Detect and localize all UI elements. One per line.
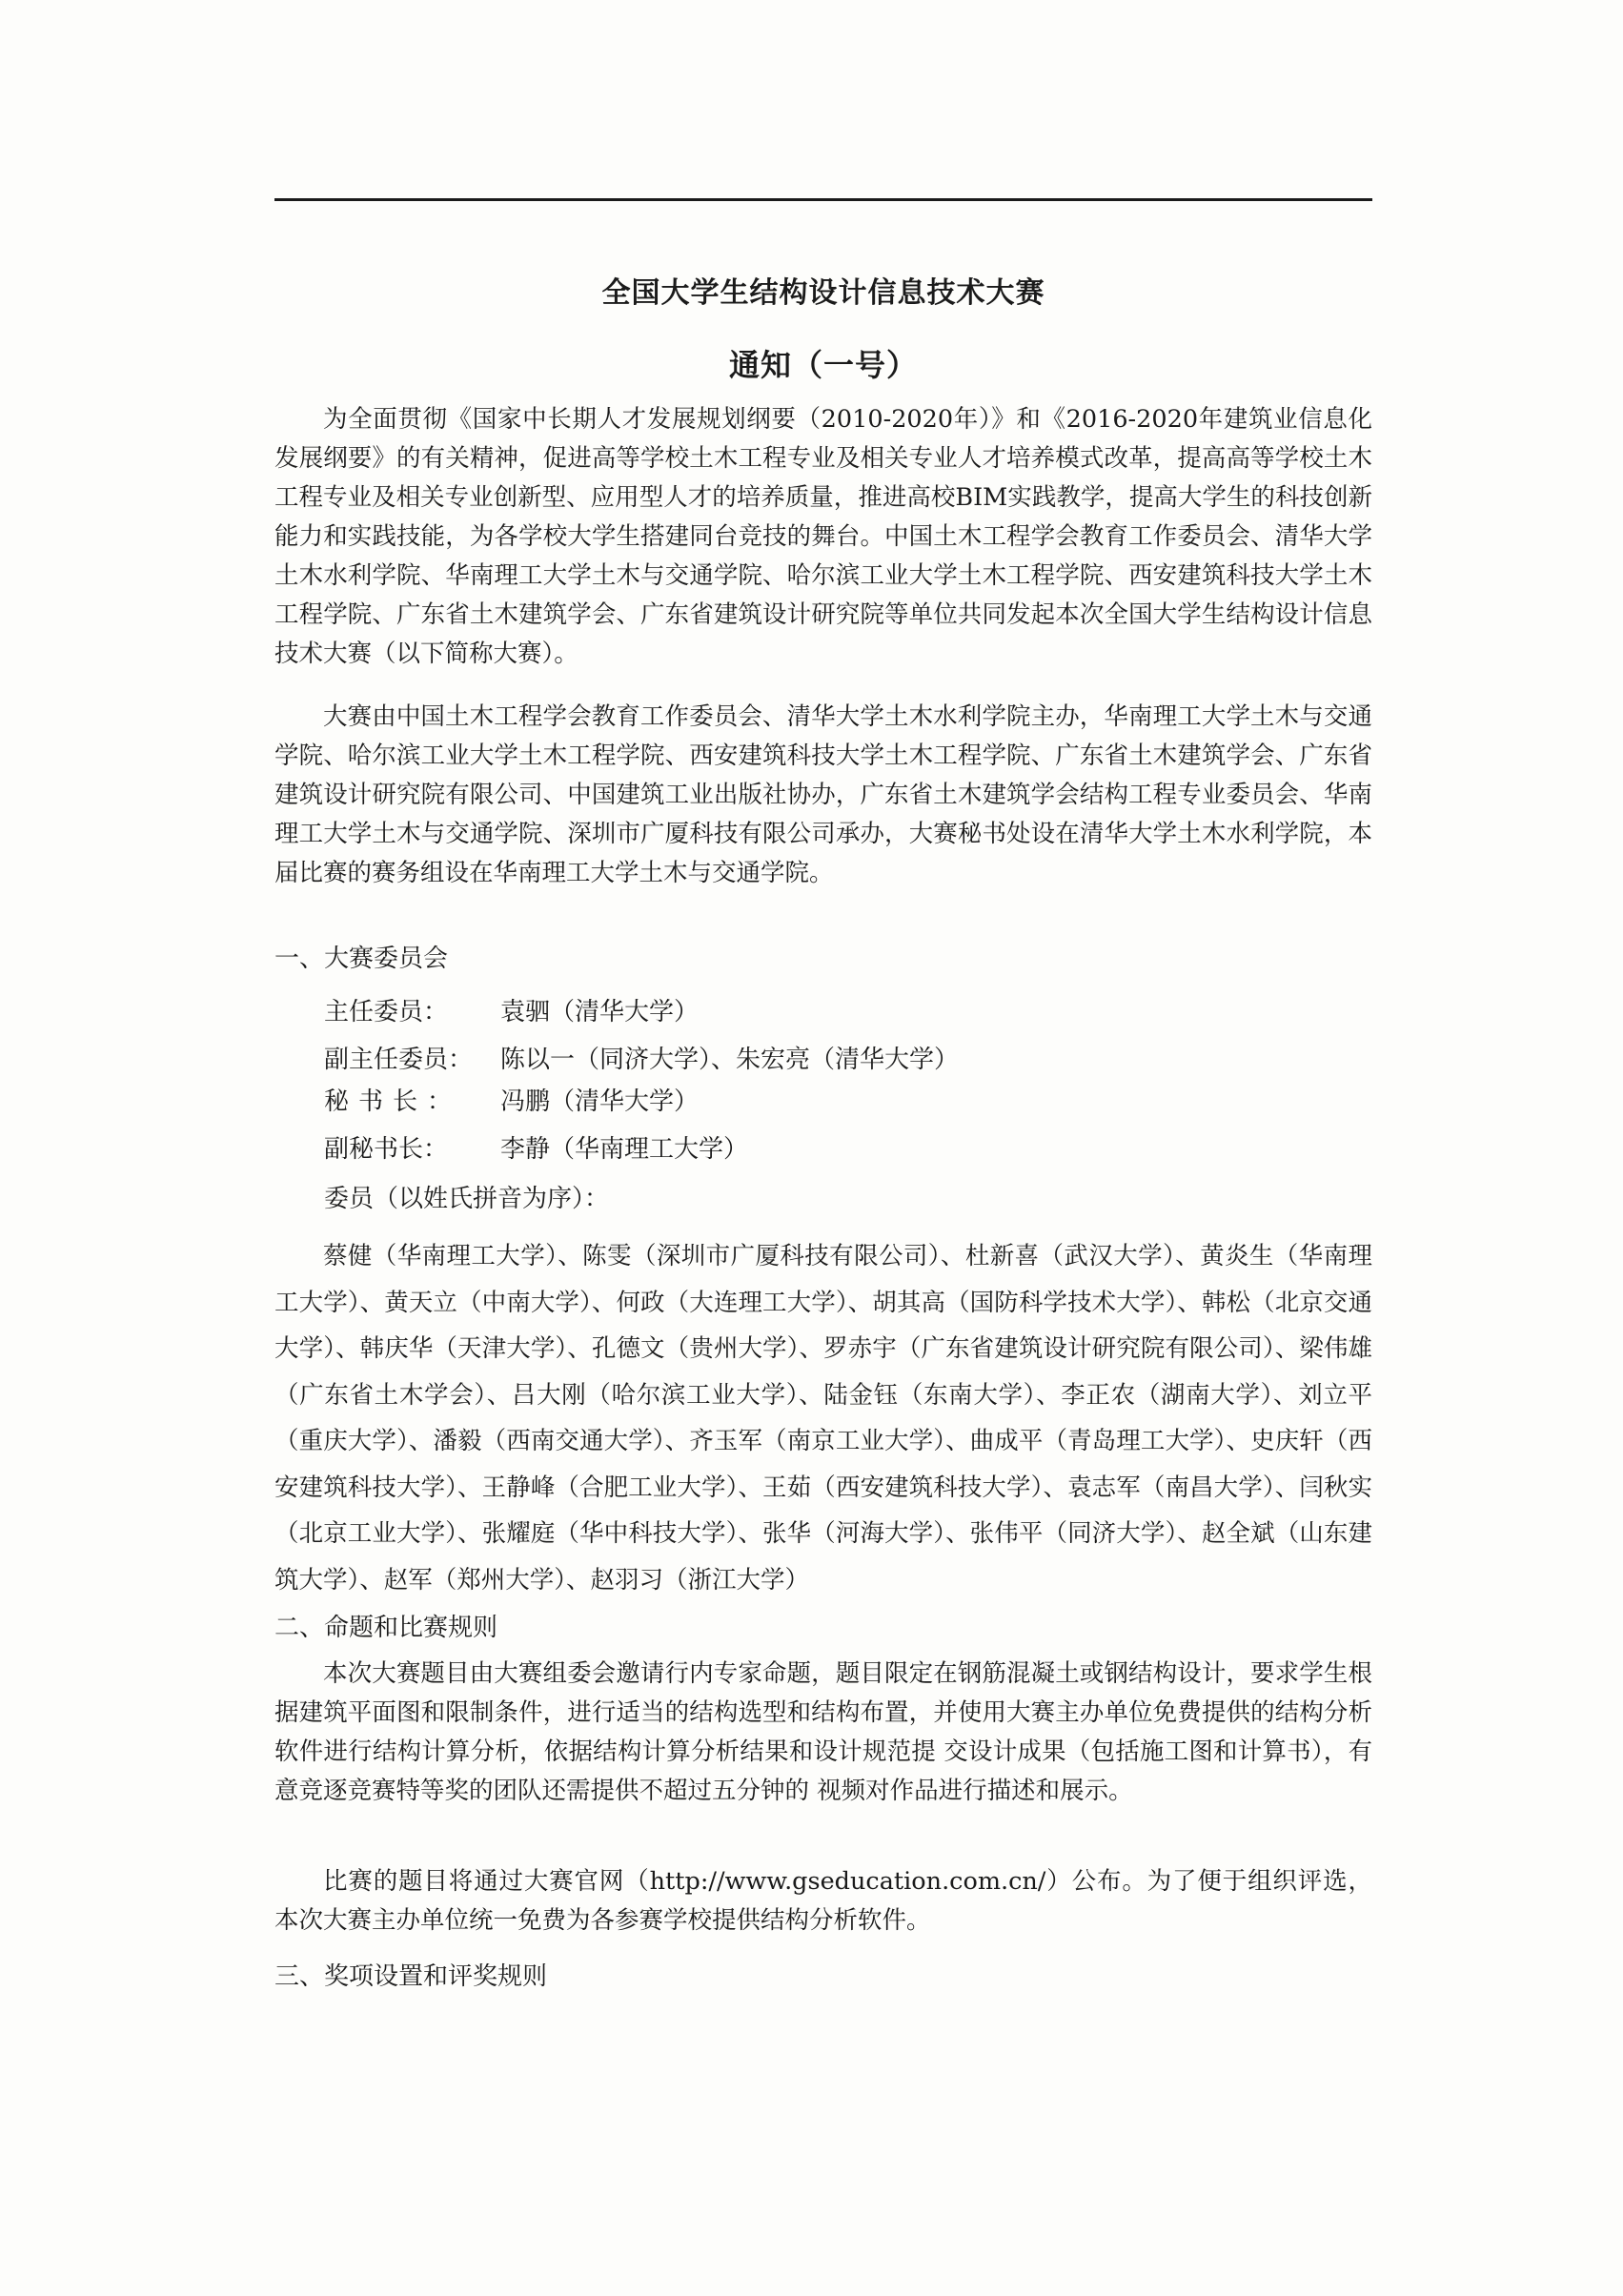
section-heading-committee: 一、大赛委员会: [274, 945, 449, 973]
document-title: 全国大学生结构设计信息技术大赛: [601, 276, 1045, 310]
committee-members-label: 委员（以姓氏拼音为序）：: [324, 1185, 610, 1213]
section-heading-rules: 二、命题和比赛规则: [274, 1614, 498, 1642]
vice-chair-role-label: 副主任委员：: [324, 1046, 474, 1074]
committee-secretary-row: [324, 1083, 699, 1121]
chair-name: 袁驷（清华大学）: [500, 998, 700, 1026]
vice-chair-names: 陈以一（同济大学）、朱宏亮（清华大学）: [500, 1046, 960, 1074]
secretary-role-label: 秘书长：: [324, 1087, 462, 1116]
committee-members-list: 蔡健（华南理工大学）、陈雯（深圳市广厦科技有限公司）、杜新喜（武汉大学）、黄炎生（华南理工大学）、黄天立（中南大学）、何政（大连理工大学）、胡其高（国防科学技术大学）、韩松（北京交通大学）、韩庆华（天津大学）、孔德文（贵州大学）、罗赤宇（广东省建筑设计研究院有限公司）、梁伟雄（广东省土木学会）、吕大刚（哈尔滨工业大学）、陆金钰（东南大学）、李正农（湖南大学）、刘立平（重庆大学）、潘毅（西南交通大学）、齐玉军（南京工业大学）、曲成平（青岛理工大学）、史庆轩（西安建筑科技大学）、王静峰（合肥工业大学）、王茹（西安建筑科技大学）、袁志军（南昌大学）、闫秋实（北京工业大学）、张耀庭（华中科技大学）、张华（河海大学）、张伟平（同济大学）、赵全斌（山东建筑大学）、赵军（郑州大学）、赵羽习（浙江大学）: [274, 1242, 1372, 1595]
intro-paragraph: 为全面贯彻《国家中长期人才发展规划纲要（2010-2020年）》和《2016-2020年建筑业信息化发展纲要》的有关精神，促进高等学校土木工程专业及相关专业人才培养模式改革，提高高等学校土木工程专业及相关专业创新型、应用型人才的培养质量，推进高校BIM实践教学，提高大学生的科技创新能力和实践技能，为各学校大学生搭建同台竞技的舞台。中国土木工程学会教育工作委员会、清华大学土木水利学院、华南理工大学土木与交通学院、哈尔滨工业大学土木工程学院、西安建筑科技大学土木工程学院、广东省土木建筑学会、广东省建筑设计研究院等单位共同发起本次全国大学生结构设计信息技术大赛（以下简称大赛）。: [274, 405, 1372, 668]
committee-chair-row: [324, 993, 699, 1031]
website-paragraph: 比赛的题目将通过大赛官网（http://www.gseducation.com.cn/）公布。为了便于组织评选，本次大赛主办单位统一免费为各参赛学校提供结构分析软件。: [274, 1867, 1372, 1935]
secretary-name: 冯鹏（清华大学）: [500, 1087, 700, 1116]
committee-deputy-secretary-row: [324, 1130, 748, 1168]
committee-vice-chair-row: [324, 1041, 959, 1079]
chair-role-label: 主任委员：: [324, 998, 449, 1026]
section-heading-awards: 三、奖项设置和评奖规则: [274, 1962, 548, 1991]
deputy-secretary-role-label: 副秘书长：: [324, 1135, 449, 1164]
organizer-paragraph: 大赛由中国土木工程学会教育工作委员会、清华大学土木水利学院主办，华南理工大学土木与交通学院、哈尔滨工业大学土木工程学院、西安建筑科技大学土木工程学院、广东省土木建筑学会、广东省建筑设计研究院有限公司、中国建筑工业出版社协办，广东省土木建筑学会结构工程专业委员会、华南理工大学土木与交通学院、深圳市广厦科技有限公司承办，大赛秘书处设在清华大学土木水利学院，本届比赛的赛务组设在华南理工大学土木与交通学院。: [274, 702, 1372, 887]
rules-paragraph: 本次大赛题目由大赛组委会邀请行内专家命题，题目限定在钢筋混凝土或钢结构设计，要求学生根据建筑平面图和限制条件，进行适当的结构选型和结构布置，并使用大赛主办单位免费提供的结构分析软件进行结构计算分析，依据结构计算分析结果和设计规范提 交设计成果（包括施工图和计算书），有意竞逐竞赛特等奖的团队还需提供不超过五分钟的 视频对作品进行描述和展示。: [274, 1659, 1372, 1805]
document-subtitle: 通知（一号）: [728, 347, 918, 383]
header-rule: [274, 198, 1372, 201]
deputy-secretary-name: 李静（华南理工大学）: [500, 1135, 749, 1164]
